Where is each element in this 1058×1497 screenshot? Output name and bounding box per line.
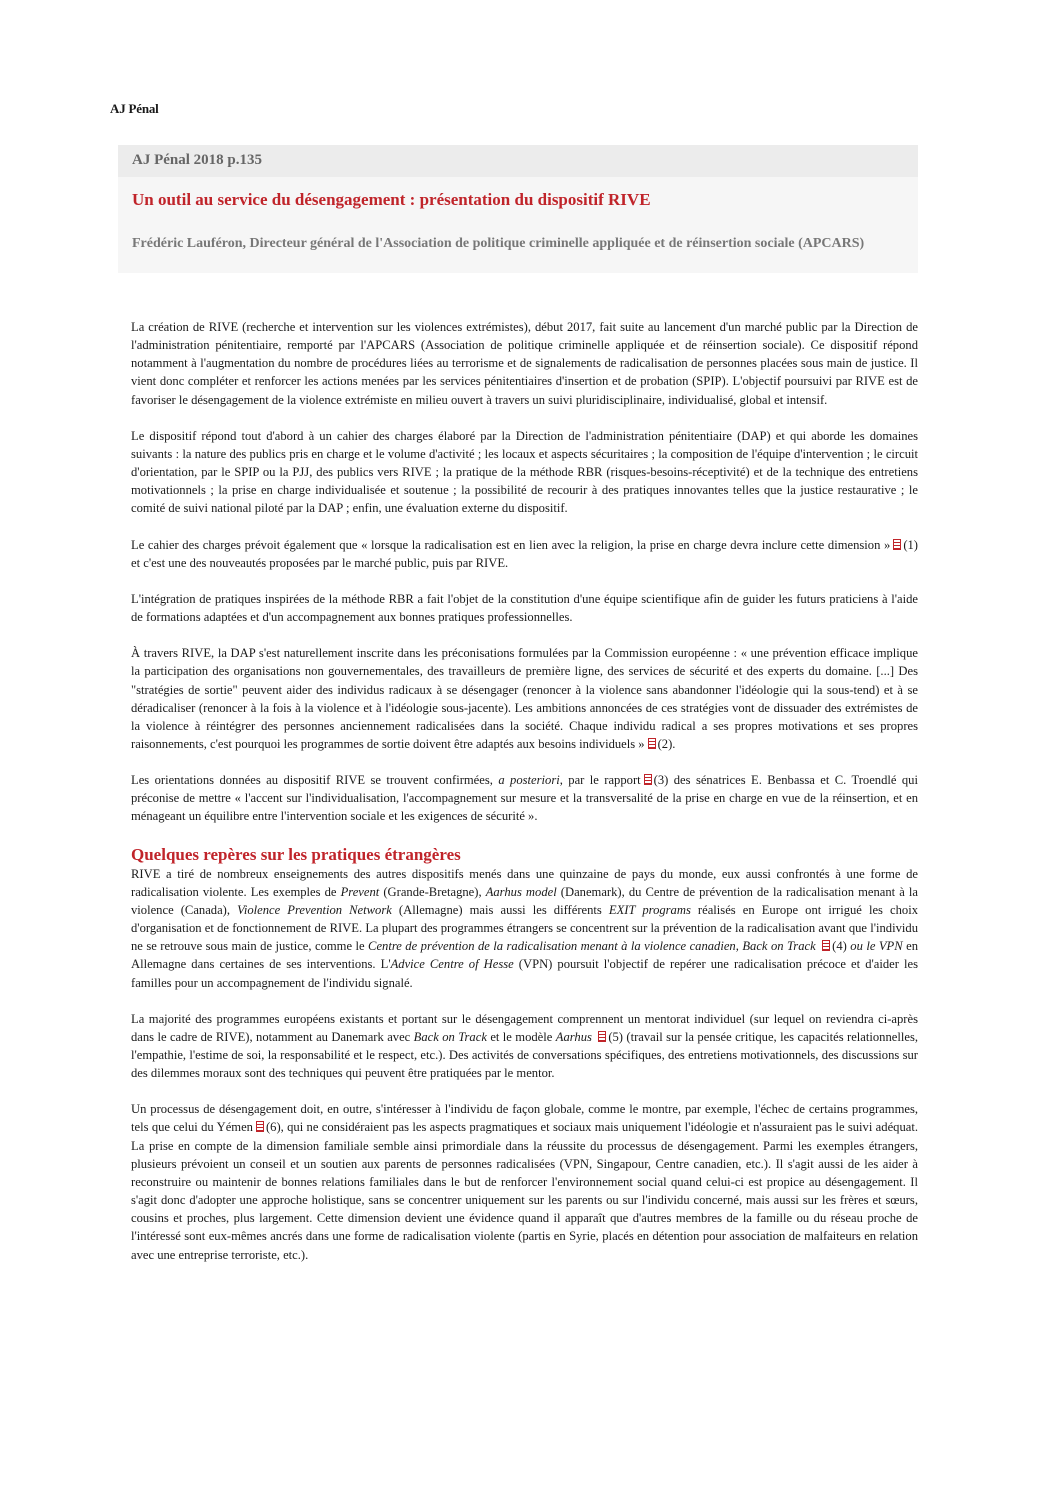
running-head: AJ Pénal: [110, 101, 159, 116]
footnote-link-5[interactable]: (5): [608, 1029, 623, 1044]
paragraph-8-text-a: La majorité des programmes européens existants et portant sur le désengagement comprennent un mentorat individuel (sur lequel on reviendra ci-après dans le cadre de RIVE), notamment au Danemark avec: [131, 1011, 918, 1044]
paragraph-6-text-a: Les orientations données au dispositif RIVE se trouvent confirmées,: [131, 773, 499, 788]
paragraph-7-text-b: (Grande-Bretagne),: [379, 884, 486, 899]
paragraph-7-emphasis-2: Aarhus model: [485, 884, 557, 899]
footnote-link-2[interactable]: (2): [657, 736, 673, 751]
paragraph-7-text-f: en Allemagne dans certaines de ses interventions. L': [131, 939, 918, 972]
note-icon[interactable]: [893, 539, 901, 550]
paragraph-9: [131, 1100, 918, 1263]
paragraph-7-text-c: (Danemark), du Centre de prévention de la radicalisation menant à la violence (Canada),: [131, 884, 918, 917]
paragraph-7: [131, 865, 918, 992]
article-title: Un outil au service du désengagement : présentation du dispositif RIVE: [132, 190, 651, 209]
paragraph-8-text-c: (travail sur la pensée critique, les capacités relationnelles, l'empathie, l'estime de soi, la responsabilité et le respect, etc.). Des activités de conversations spécifiques, des entretiens motivationnels, des discussions sur des dilemmes moraux sont des techniques qui peuvent être pratiquées par le mentor.: [131, 1029, 919, 1081]
footnote-link-4[interactable]: (4): [832, 939, 847, 954]
paragraph-3-text-a: Le cahier des charges prévoit également que « lorsque la radicalisation est en lien avec la religion, la prise en charge devra inclure cette dimension »: [131, 537, 891, 552]
paragraph-3-text-b: et c'est une des nouveautés proposées par le marché public, puis par RIVE.: [131, 555, 509, 570]
note-icon[interactable]: [822, 940, 830, 951]
article-reference: AJ Pénal 2018 p.135: [132, 152, 263, 168]
note-icon[interactable]: [598, 1031, 606, 1042]
paragraph-5-text-b: .: [672, 736, 676, 751]
paragraph-9-text-b: , qui ne considéraient pas les aspects pragmatiques et sociaux mais uniquement l'idéologie et n'assuraient pas le suivi adéquat. La prise en compte de la dimension familiale semble ainsi primordiale dans la réussite du processus de désengagement. Parmi les exemples étrangers, plusieurs prévoient un conseil et un soutien aux parents de personnes radicalisées (VPN, Singapour, Centre canadien, etc.). Il s'agit aussi de les aider à reconstruire ou maintenir de bonnes relations familiales dans le but de renforcer l'environnement social quand celui-ci est propice au désengagement. Il s'agit donc d'adopter une approche holistique, sans se concentrer uniquement sur les parents ou sur l'individu concerné, mais aussi sur les frères et sœurs, cousins et proches, plus largement. Cette dimension devient une évidence quand il apparaît que d'autres membres de la famille ou du réseau proche de l'intéressé sont eux-mêmes ancrés dans une forme de radicalisation violente (partis en Syrie, placés en détention pour association de malfaiteurs en relation avec une entreprise terroriste, etc.).: [131, 1120, 918, 1262]
paragraph-8: [131, 1010, 918, 1083]
paragraph-1: La création de RIVE (recherche et intervention sur les violences extrémistes), début 2017, fait suite au lancement d'un marché public par la Direction de l'administration pénitentiaire, remporté par l'APCARS (Association de politique criminelle appliquée et de réinsertion sociale). Ce dispositif répond notamment à l'augmentation du nombre de procédures liées au terrorisme et de signalements de radicalisation de personnes placées sous main de justice. Il vient donc compléter et renforcer les actions menées par les services pénitentiaires d'insertion et de probation (SPIP). L'objectif poursuivi par RIVE est de favoriser le désengagement de la violence extrémiste en milieu ouvert à travers un suivi pluridisciplinaire, individualisé, global et intensif.: [131, 320, 918, 407]
paragraph-7-text-e: réalisés en Europe ont irrigué les choix d'organisation et de fonctionnement de RIVE. La plupart des programmes étrangers se concentrent sur la prévention de la radicalisation avant que l'individu ne se retrouve sous main de justice, comme le: [131, 902, 918, 954]
note-icon[interactable]: [256, 1121, 264, 1132]
article-author: Frédéric Lauféron, Directeur général de l'Association de politique criminelle appliquée et de réinsertion sociale (APCARS): [132, 236, 865, 251]
article-header: [118, 145, 918, 273]
paragraph-7-text-a: RIVE a tiré de nombreux enseignements des autres dispositifs menés dans une quinzaine de pays du monde, eux aussi confrontés à une forme de radicalisation violente. Les exemples de: [131, 866, 918, 899]
paragraph-6-text-c: des sénatrices E. Benbassa et C. Troendlé qui préconise de mettre « l'accent sur l'individualisation, l'accompagnement sur mesure et la transversalité de la prise en charge en vue de la réinsertion, et en ménageant un équilibre entre l'intervention sociale et les exigences de sécurité ».: [131, 773, 918, 824]
paragraph-7-emphasis-1: Prevent: [340, 884, 380, 899]
paragraph-7-emphasis-3: Violence Prevention Network: [237, 902, 392, 917]
paragraph-5: [131, 644, 918, 753]
footnote-link-6[interactable]: (6): [265, 1120, 281, 1135]
footnote-link-3[interactable]: (3): [653, 773, 669, 788]
paragraph-5-text-a: À travers RIVE, la DAP s'est naturellement inscrite dans les préconisations formulées par la Commission européenne : « une prévention efficace implique la participation des organisations non gouvernementales, des travailleurs de première ligne, des services de sécurité et des experts du domaine. [...] Des "stratégies de sortie" peuvent aider des individus radicaux à se désengager (renoncer à la violence sans abandonner l'idéologie qui la sous-tend) et à se déradicaliser (renoncer à la fois à la violence et à l'idéologie sous-jacente). Les ambitions annoncées de ces stratégies vont de dissuader des extrémistes de la violence à réintégrer des personnes anciennement radicalisées dans la société. Chaque individu radical a ses propres motivations et ses propres raisonnements, c'est pourquoi les programmes de sortie doivent être adaptés aux besoins individuels »: [131, 646, 918, 751]
section-heading: Quelques repères sur les pratiques étrangères: [131, 844, 461, 864]
paragraph-7-emphasis-4: EXIT programs: [608, 902, 691, 917]
paragraph-6-emphasis: a posteriori: [498, 773, 560, 788]
footnote-link-1[interactable]: (1): [903, 537, 918, 552]
paragraph-7-text-g: (VPN) poursuit l'objectif de repérer une radicalisation précoce et d'aider les familles pour un accompagnement de l'individu signalé.: [131, 957, 918, 990]
paragraph-9-text-a: Un processus de désengagement doit, en outre, s'intéresser à l'individu de façon globale, comme le montre, par exemple, l'échec de certains programmes, tels que celui du Yémen: [131, 1102, 918, 1135]
paragraph-3: [131, 536, 918, 572]
note-icon[interactable]: [644, 774, 652, 785]
paragraph-8-emphasis-1: Back on Track: [413, 1029, 487, 1044]
note-icon[interactable]: [648, 738, 656, 749]
paragraph-6: [131, 771, 918, 825]
paragraph-4: L'intégration de pratiques inspirées de la méthode RBR a fait l'objet de la constitution d'une équipe scientifique afin de guider les futurs praticiens à l'aide de formations adaptées et d'un accompagnement aux bonnes pratiques professionnelles.: [131, 591, 918, 625]
paragraph-7-emphasis-7: Advice Centre of Hesse: [390, 957, 514, 972]
paragraph-7-emphasis-6: ou le VPN: [846, 939, 903, 954]
paragraph-8-emphasis-2: Aarhus: [555, 1029, 596, 1044]
paragraph-2: Le dispositif répond tout d'abord à un cahier des charges élaboré par la Direction de l'administration pénitentiaire (DAP) et qui aborde les domaines suivants : la nature des publics pris en charge et le volume d'activité ; les locaux et aspects sécuritaires ; la composition de l'équipe d'intervention ; le circuit d'orientation, par le SPIP ou la PJJ, des publics vers RIVE ; la pratique de la méthode RBR (risques-besoins-réceptivité) et de la technique des entretiens motivationnels ; la prise en charge individualisée et soutenue ; la possibilité de recourir à des pratiques innovantes telles que la justice restaurative ; le comité de suivi national piloté par la DAP ; enfin, une évaluation externe du dispositif.: [131, 428, 918, 516]
paragraph-7-emphasis-5: Centre de prévention de la radicalisation menant à la violence canadien, Back on Track: [368, 939, 820, 954]
article-body: [131, 318, 918, 1282]
paragraph-6-text-b: , par le rapport: [559, 773, 641, 788]
paragraph-8-text-b: et le modèle: [486, 1029, 556, 1044]
paragraph-7-text-d: (Allemagne) mais aussi les différents: [391, 902, 609, 917]
